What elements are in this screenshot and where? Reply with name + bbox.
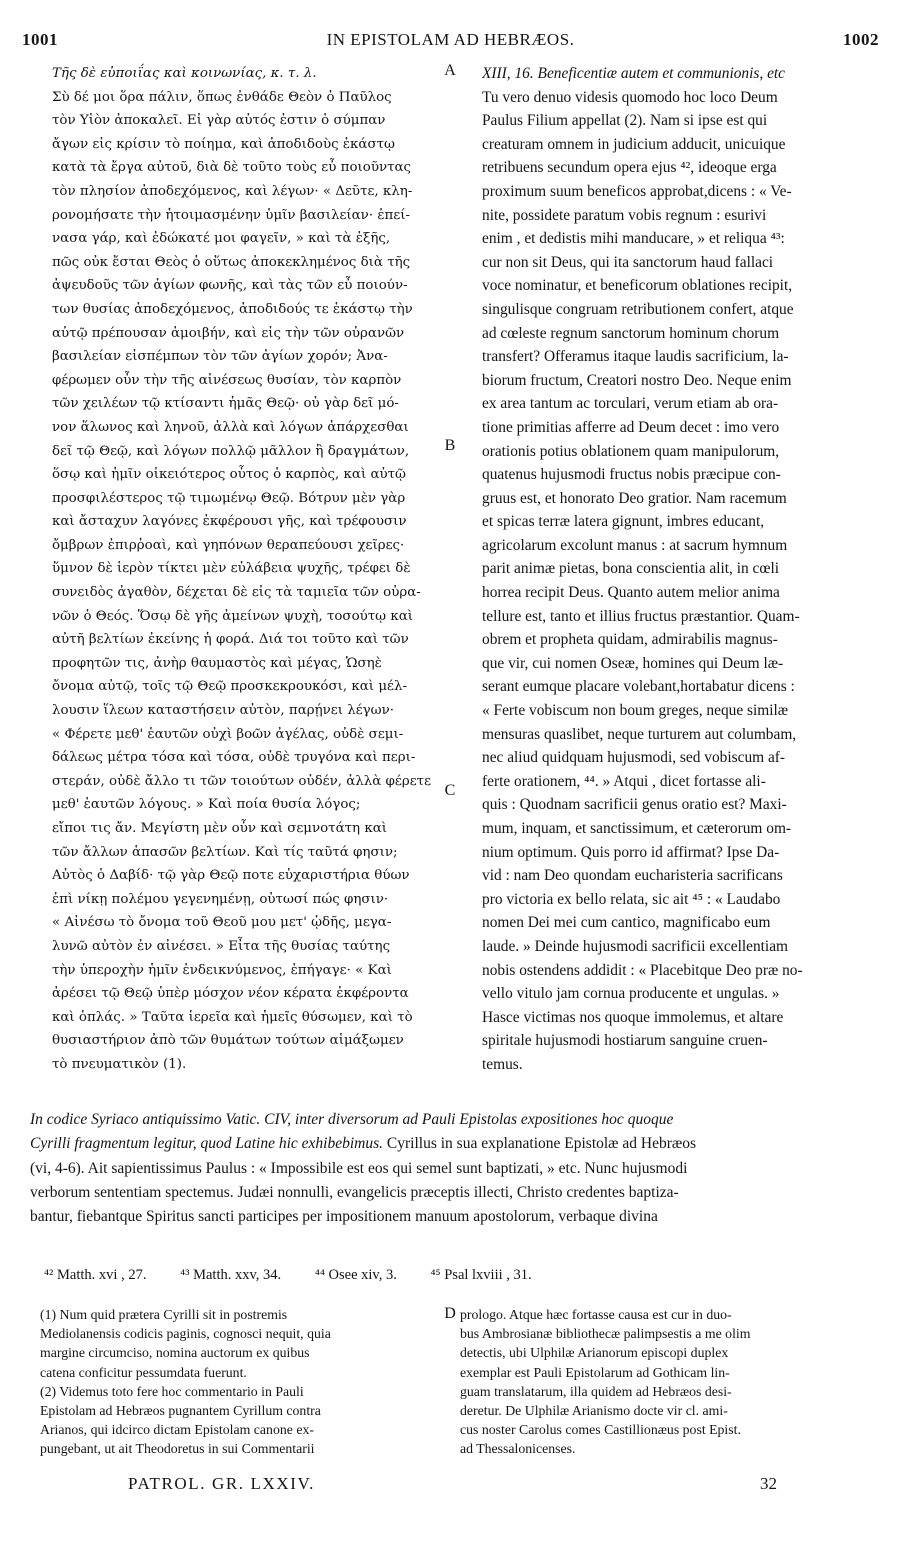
- footnote-line: catena conficitur pessumdata fuerunt.: [40, 1364, 247, 1380]
- greek-text-line: μεθ' ἑαυτῶν λόγους. » Καὶ ποία θυσία λόγος;: [52, 797, 361, 813]
- greek-text-line: καὶ ὁπλάς. » Ταῦτα ἱερεῖα καὶ ἡμεῖς θύσωμεν, καὶ τὸ: [52, 1009, 413, 1025]
- latin-text-line: nite, possidete paratum vobis regnum : esurivi: [482, 206, 767, 224]
- greek-text-line: Αὐτὸς ὁ Δαβίδ· τῷ γὰρ Θεῷ ποτε εὐχαριστήρια θύων: [52, 868, 410, 884]
- latin-text-line: temus.: [482, 1055, 523, 1073]
- latin-text-line: vello vitulo jam cornua producente et ungulas. »: [482, 985, 780, 1003]
- greek-text: [52, 86, 438, 1077]
- greek-text-line: κατὰ τὰ ἔργα αὐτοῦ, διὰ δὲ τοῦτο τοὺς εὖ ποιοῦντας: [52, 160, 412, 176]
- latin-text-line: tione primitias afferre ad Deum decet : imo vero: [482, 418, 780, 436]
- greek-text-line: αὐτῷ πρέπουσαν ἀμοιβήν, καὶ εἰς τὴν τῶν οὐρανῶν: [52, 325, 405, 341]
- paragraph-text: bantur, fiebantque Spiritus sancti participes per impositionem manuum apostolorum, verbaque divina: [30, 1208, 658, 1226]
- latin-text-line: spiritale hujusmodi hostiarum sanguine cruen-: [482, 1032, 768, 1050]
- latin-text-line: obrem et propheta quidam, admirabilis magnus-: [482, 631, 778, 649]
- greek-text-line: ρονομήσατε τὴν ἡτοιμασμένην ὑμῖν βασιλείαν· ἐπεί-: [52, 207, 411, 223]
- latin-text-line: et spicas terræ latera gignunt, imbres educant,: [482, 513, 765, 531]
- footnote-line: exemplar est Pauli Epistolarum ad Gothicam lin-: [460, 1364, 730, 1380]
- syriac-fragment-paragraph: [30, 1108, 882, 1229]
- latin-text-line: enim , et dedistis mihi manducare, » et reliqua ⁴³:: [482, 230, 785, 248]
- footnote-line: margine circumciso, nomina auctorum ex quibus: [40, 1345, 310, 1361]
- footnote-line: ad Thessalonicenses.: [460, 1441, 576, 1457]
- latin-column: [482, 62, 878, 1077]
- signature-mark: PATROL. GR. LXXIV.: [128, 1474, 316, 1493]
- latin-text-line: biorum fructum, Creatori nostro Deo. Neque enim: [482, 371, 792, 389]
- syriac-paragraph-line: [30, 1205, 882, 1229]
- greek-column: [52, 62, 438, 1077]
- margin-mark-b: B: [444, 437, 456, 454]
- running-header: [22, 30, 879, 56]
- latin-text-line: gruus est, et honorato Deo gratior. Nam racemum: [482, 489, 787, 507]
- greek-text-line: στεράν, οὐδὲ ἄλλο τι τῶν τοιούτων οὐδέν, ἀλλὰ φέρετε: [52, 773, 432, 789]
- latin-text-line: horrea recipit Deus. Quanto autem melior anima: [482, 584, 780, 602]
- greek-text-line: θυσιαστήριον ἀπὸ τῶν θυμάτων τούτων αἱμάξωμεν: [52, 1033, 404, 1049]
- greek-text-line: « Φέρετε μεθ' ἑαυτῶν οὐχὶ βοῶν ἀγέλας, οὐδὲ σεμι-: [52, 726, 404, 742]
- latin-text-line: laude. » Deinde hujusmodi sacrificii excellentiam: [482, 937, 789, 955]
- latin-text-line: ad cœleste regnum sanctorum hominum chorum: [482, 324, 780, 342]
- footnote-line: bus Ambrosianæ bibliothecæ palimpsestis a me olim: [460, 1326, 751, 1342]
- syriac-paragraph-line: [30, 1181, 882, 1205]
- greek-text-line: πῶς οὐκ ἔσται Θεὸς ὁ οὕτως ἀποκεκλημένος διὰ τῆς: [52, 254, 411, 270]
- greek-text-line: Σὺ δέ μοι ὅρα πάλιν, ὅπως ἐνθάδε Θεὸν ὁ Παῦλος: [52, 89, 392, 105]
- footnote-line: detectis, ubi Ulphilæ Arianorum episcopi duplex: [460, 1345, 729, 1361]
- syriac-paragraph-line: [30, 1108, 882, 1132]
- scripture-references: [44, 1267, 884, 1284]
- page-number-left: 1001: [22, 30, 58, 49]
- page-footer: [0, 1474, 915, 1504]
- latin-text-line: nium optimum. Quis porro id affirmat? Ipse Da-: [482, 843, 780, 861]
- margin-mark-c: C: [444, 782, 456, 799]
- greek-text-line: τὸ πνευματικὸν (1).: [52, 1056, 187, 1072]
- latin-text-line: pro victoria ex bello relata, sic ait ⁴⁵ : « Laudabo: [482, 890, 781, 908]
- greek-text-line: δάλεως μέτρα τόσα καὶ τόσα, οὐδὲ τρυγόνα καὶ περι-: [52, 750, 416, 766]
- greek-text-line: τὸν Υἱὸν ἀποκαλεῖ. Εἰ γὰρ αὐτός ἐστιν ὁ σύμπαν: [52, 113, 386, 129]
- footnotes-left: [40, 1305, 448, 1459]
- paragraph-text: verborum sententiam spectemus. Judæi nonnulli, evangelicis præceptis illecti, Christo credentes baptiza-: [30, 1183, 679, 1201]
- paragraph-text: (vi, 4-6). Ait sapientissimus Paulus : « Impossibile est eos qui semel sunt baptizati, » etc. Nunc hujusmodi: [30, 1159, 688, 1177]
- footnote-line: pungebant, ut ait Theodoretus in sui Commentarii: [40, 1441, 315, 1457]
- margin-mark-d: D: [444, 1305, 456, 1322]
- footnote-line: (2) Videmus toto fere hoc commentario in Pauli: [40, 1383, 304, 1399]
- latin-text-line: tellure est, tanto et illius fructus præstantior. Quam-: [482, 607, 800, 625]
- margin-mark-a: A: [444, 62, 456, 79]
- latin-text-line: serant eumque placare volebant,hortabatur dicens :: [482, 678, 795, 696]
- greek-text-line: συνειδὸς ἀγαθὸν, δέχεται δὲ εἰς τὰ ταμιεῖα τῶν οὐρα-: [52, 585, 421, 601]
- greek-text-line: νον ἅλωνος καὶ ληνοῦ, ἀλλὰ καὶ λόγων ἀπάρχεσθαι: [52, 419, 409, 435]
- syriac-paragraph-line: [30, 1132, 882, 1156]
- syriac-paragraph-line: [30, 1157, 882, 1181]
- greek-text-line: τὴν ὑπεροχὴν ἡμῖν ἐνδεικνύμενος, ἐπήγαγε· « Καὶ: [52, 962, 392, 978]
- latin-text-line: voce nominatur, et beneficorum oblationes recipit,: [482, 277, 793, 295]
- latin-text-line: transfert? Offeramus itaque laudis sacrificium, la-: [482, 348, 789, 366]
- greek-text-line: αὐτῆ βελτίων ἐκείνης ἡ φορά. Διά τοι τοῦτο καὶ τῶν: [52, 632, 409, 648]
- footnote-line: Arianos, qui idcirco dictam Epistolam canone ex-: [40, 1422, 314, 1438]
- reference-43: ⁴³ Matth. xxv, 34.: [180, 1267, 282, 1283]
- greek-text-line: ὅσῳ καὶ ἡμῖν οἰκειότερος οὗτος ὁ καρπὸς, καὶ αὐτῷ: [52, 467, 406, 483]
- greek-column-heading: Τῆς δὲ εὐποιΐας καὶ κοινωνίας, κ. τ. λ.: [52, 66, 317, 81]
- latin-text-line: nec aliud quidquam hujusmodi, sed vobiscum af-: [482, 749, 786, 767]
- latin-text-line: singulisque congruam retributionem confert, atque: [482, 300, 794, 318]
- latin-text-line: mum, inquam, et sanctissimum, et cæterorum om-: [482, 820, 792, 837]
- greek-text-line: ἀρέσει τῷ Θεῷ ὑπὲρ μόσχον νέον κέρατα ἐκφέροντα: [52, 986, 409, 1002]
- latin-text-line: agricolarum excolunt manus : at sacrum hymnum: [482, 536, 788, 554]
- greek-text-line: φέρωμεν οὖν τὴν τῆς αἰνέσεως θυσίαν, τὸν καρπὸν: [52, 372, 402, 388]
- footnote-line: guam translatarum, illa quidem ad Hebræos desi-: [460, 1383, 732, 1399]
- greek-text-line: τῶν χειλέων τῷ κτίσαντι ἡμᾶς Θεῷ· οὐ γὰρ δεῖ μό-: [52, 396, 399, 412]
- latin-text-line: nobis ostendens addidit : « Placebitque Deo præ no-: [482, 961, 803, 979]
- greek-text-line: ἀψευδοῦς τῶν ἁγίων φωνῆς, καὶ τὰς τῶν εὖ ποιούν-: [52, 278, 408, 294]
- latin-text-line: « Ferte vobiscum non boum greges, neque similæ: [482, 702, 789, 720]
- latin-text-line: quatenus hujusmodi fructus nobis præcipue con-: [482, 466, 781, 484]
- reference-44: ⁴⁴ Osee xiv, 3.: [314, 1267, 397, 1283]
- latin-text-line: mensuras quaslibet, neque turturem aut columbam,: [482, 725, 797, 743]
- footnote-line: prologo. Atque hæc fortasse causa est cur in duo-: [460, 1307, 732, 1322]
- page-number-right: 1002: [843, 30, 879, 49]
- greek-text-line: βασιλείαν εἰσπέμπων τὸν τῶν ἁγίων χορόν; Ἀνα-: [52, 349, 388, 365]
- latin-text-line: parit animæ pietas, bona conscientia alit, in cœli: [482, 560, 780, 578]
- paragraph-text: Cyrillus in sua explanatione Epistolæ ad Hebræos: [383, 1135, 697, 1153]
- greek-text-line: εἴποι τις ἄν. Μεγίστη μὲν οὖν καὶ σεμνοτάτη καὶ: [52, 821, 387, 836]
- latin-text-line: creaturam omnem in judicium adducit, unicuique: [482, 135, 786, 153]
- greek-text-line: ἄγων εἰς κρίσιν τὸ ποίημα, καὶ ἀποδιδοὺς ἑκάστῳ: [52, 136, 395, 152]
- latin-text-line: que vir, cui nomen Oseæ, homines qui Deum læ-: [482, 654, 784, 672]
- reference-42: ⁴² Matth. xvi , 27.: [44, 1267, 147, 1283]
- greek-text-line: καὶ ἄσταχυν λαγόνες ἐκφέρουσι γῆς, καὶ τρέφουσιν: [52, 514, 407, 530]
- greek-text-line: νῶν ὁ Θεός. Ὅσῳ δὲ γῆς ἀμείνων ψυχὴ, τοσούτῳ καὶ: [52, 608, 414, 624]
- footnote-line: Epistolam ad Hebræos pugnantem Cyrillum contra: [40, 1403, 321, 1419]
- latin-text-line: nomen Dei mei cum cantico, magnificabo eum: [482, 914, 771, 932]
- greek-text-line: ὕμνον δὲ ἱερὸν τίκτει μὲν εὐλάβεια ψυχῆς, τρέφει δὲ: [52, 561, 411, 577]
- italic-introduction: In codice Syriaco antiquissimo Vatic. CIV, inter diversorum ad Pauli Epistolas expositiones hoc quoque: [30, 1111, 674, 1128]
- greek-text-line: ἐπὶ νίκῃ πολέμου γεγενημένῃ, οὑτωσί πώς φησιν·: [52, 891, 389, 907]
- running-title: IN EPISTOLAM AD HEBRÆOS.: [326, 30, 575, 49]
- latin-text-line: Paulus Filium appellat (2). Nam si ipse est qui: [482, 112, 768, 130]
- greek-text-line: « Αἰνέσω τὸ ὄνομα τοῦ Θεοῦ μου μετ' ᾠδῆς, μεγα-: [52, 915, 392, 931]
- footnote-line: cus noster Carolus comes Castillionæus post Epist.: [460, 1422, 741, 1438]
- greek-text-line: προσφιλέστερος τῷ τιμωμένῳ Θεῷ. Βότρυν μὲν γὰρ: [52, 490, 406, 506]
- footnote-line: deretur. De Ulphilæ Arianismo docte vir cl. ami-: [460, 1403, 728, 1419]
- greek-text-line: προφητῶν τις, ἀνὴρ θαυμαστὸς καὶ μέγας, Ὡσηὲ: [52, 655, 382, 671]
- greek-text-line: δεῖ τῷ Θεῷ, καὶ λόγων πολλῷ μᾶλλον ἢ δραγμάτων,: [52, 443, 410, 459]
- footnote-line: Mediolanensis codicis paginis, cognosci nequit, quia: [40, 1326, 331, 1342]
- latin-text-line: Tu vero denuo videsis quomodo hoc loco Deum: [482, 88, 778, 106]
- latin-text-line: ex area tantum ac torculari, verum etiam ab ora-: [482, 395, 779, 413]
- reference-45: ⁴⁵ Psal lxviii , 31.: [430, 1267, 532, 1283]
- latin-text-line: cur non sit Deus, qui ita sanctorum haud fallaci: [482, 253, 774, 271]
- latin-text-line: proximum suum beneficos approbat,dicens : « Ve-: [482, 182, 792, 200]
- greek-text-line: λουσιν ἵλεων καταστήσειν αὐτὸν, παρῄνει λέγων·: [52, 703, 394, 719]
- latin-text-line: Hasce victimas nos quoque immolemus, et altare: [482, 1008, 784, 1026]
- greek-text-line: νασα γάρ, καὶ ἐδώκατέ μοι φαγεῖν, » καὶ τὰ ἑξῆς,: [52, 231, 391, 247]
- greek-text-line: τὸν πλησίον ἀποδεχόμενος, καὶ λέγων· « Δεῦτε, κλη-: [52, 183, 413, 199]
- italic-introduction: Cyrilli fragmentum legitur, quod Latine hic exhibebimus.: [30, 1135, 384, 1153]
- greek-text-line: ὄνομα αὐτῷ, τοῖς τῷ Θεῷ προσκεκρουκόσι, καὶ μέλ-: [52, 679, 407, 695]
- latin-text: [482, 86, 878, 1077]
- gathering-number: 32: [760, 1474, 777, 1493]
- greek-text-line: τῶν ἄλλων ἁπασῶν βελτίων. Καὶ τίς ταῦτά φησιν;: [52, 844, 398, 860]
- latin-text-line: quis : Quodnam sacrificii genus oratio est? Maxi-: [482, 796, 787, 814]
- greek-text-line: ὄμβρων ἐπιρῤοαὶ, καὶ γηπόνων θεραπεύουσι χεῖρες·: [52, 537, 405, 553]
- greek-text-line: των θυσίας ἀποδεχόμενος, ἀποδιδούς τε ἑκάστῳ τὴν: [52, 301, 413, 317]
- latin-text-line: retribuens secundum opera ejus ⁴², ideoque erga: [482, 159, 777, 177]
- latin-column-heading: XIII, 16. Beneficentiæ autem et communionis, etc: [482, 65, 786, 82]
- footnote-line: (1) Num quid prætera Cyrilli sit in postremis: [40, 1307, 288, 1322]
- greek-text-line: λυνῶ αὐτὸν ἐν αἰνέσει. » Εἶτα τῆς θυσίας ταύτης: [52, 938, 391, 954]
- footnotes-right: [460, 1305, 880, 1459]
- latin-text-line: ferte orationem, ⁴⁴. » Atqui , dicet fortasse ali-: [482, 772, 766, 790]
- latin-text-line: orationis potius oblationem quam manipulorum,: [482, 442, 780, 460]
- latin-text-line: vid : nam Deo quondam eucharisteria sacrificans: [482, 867, 783, 885]
